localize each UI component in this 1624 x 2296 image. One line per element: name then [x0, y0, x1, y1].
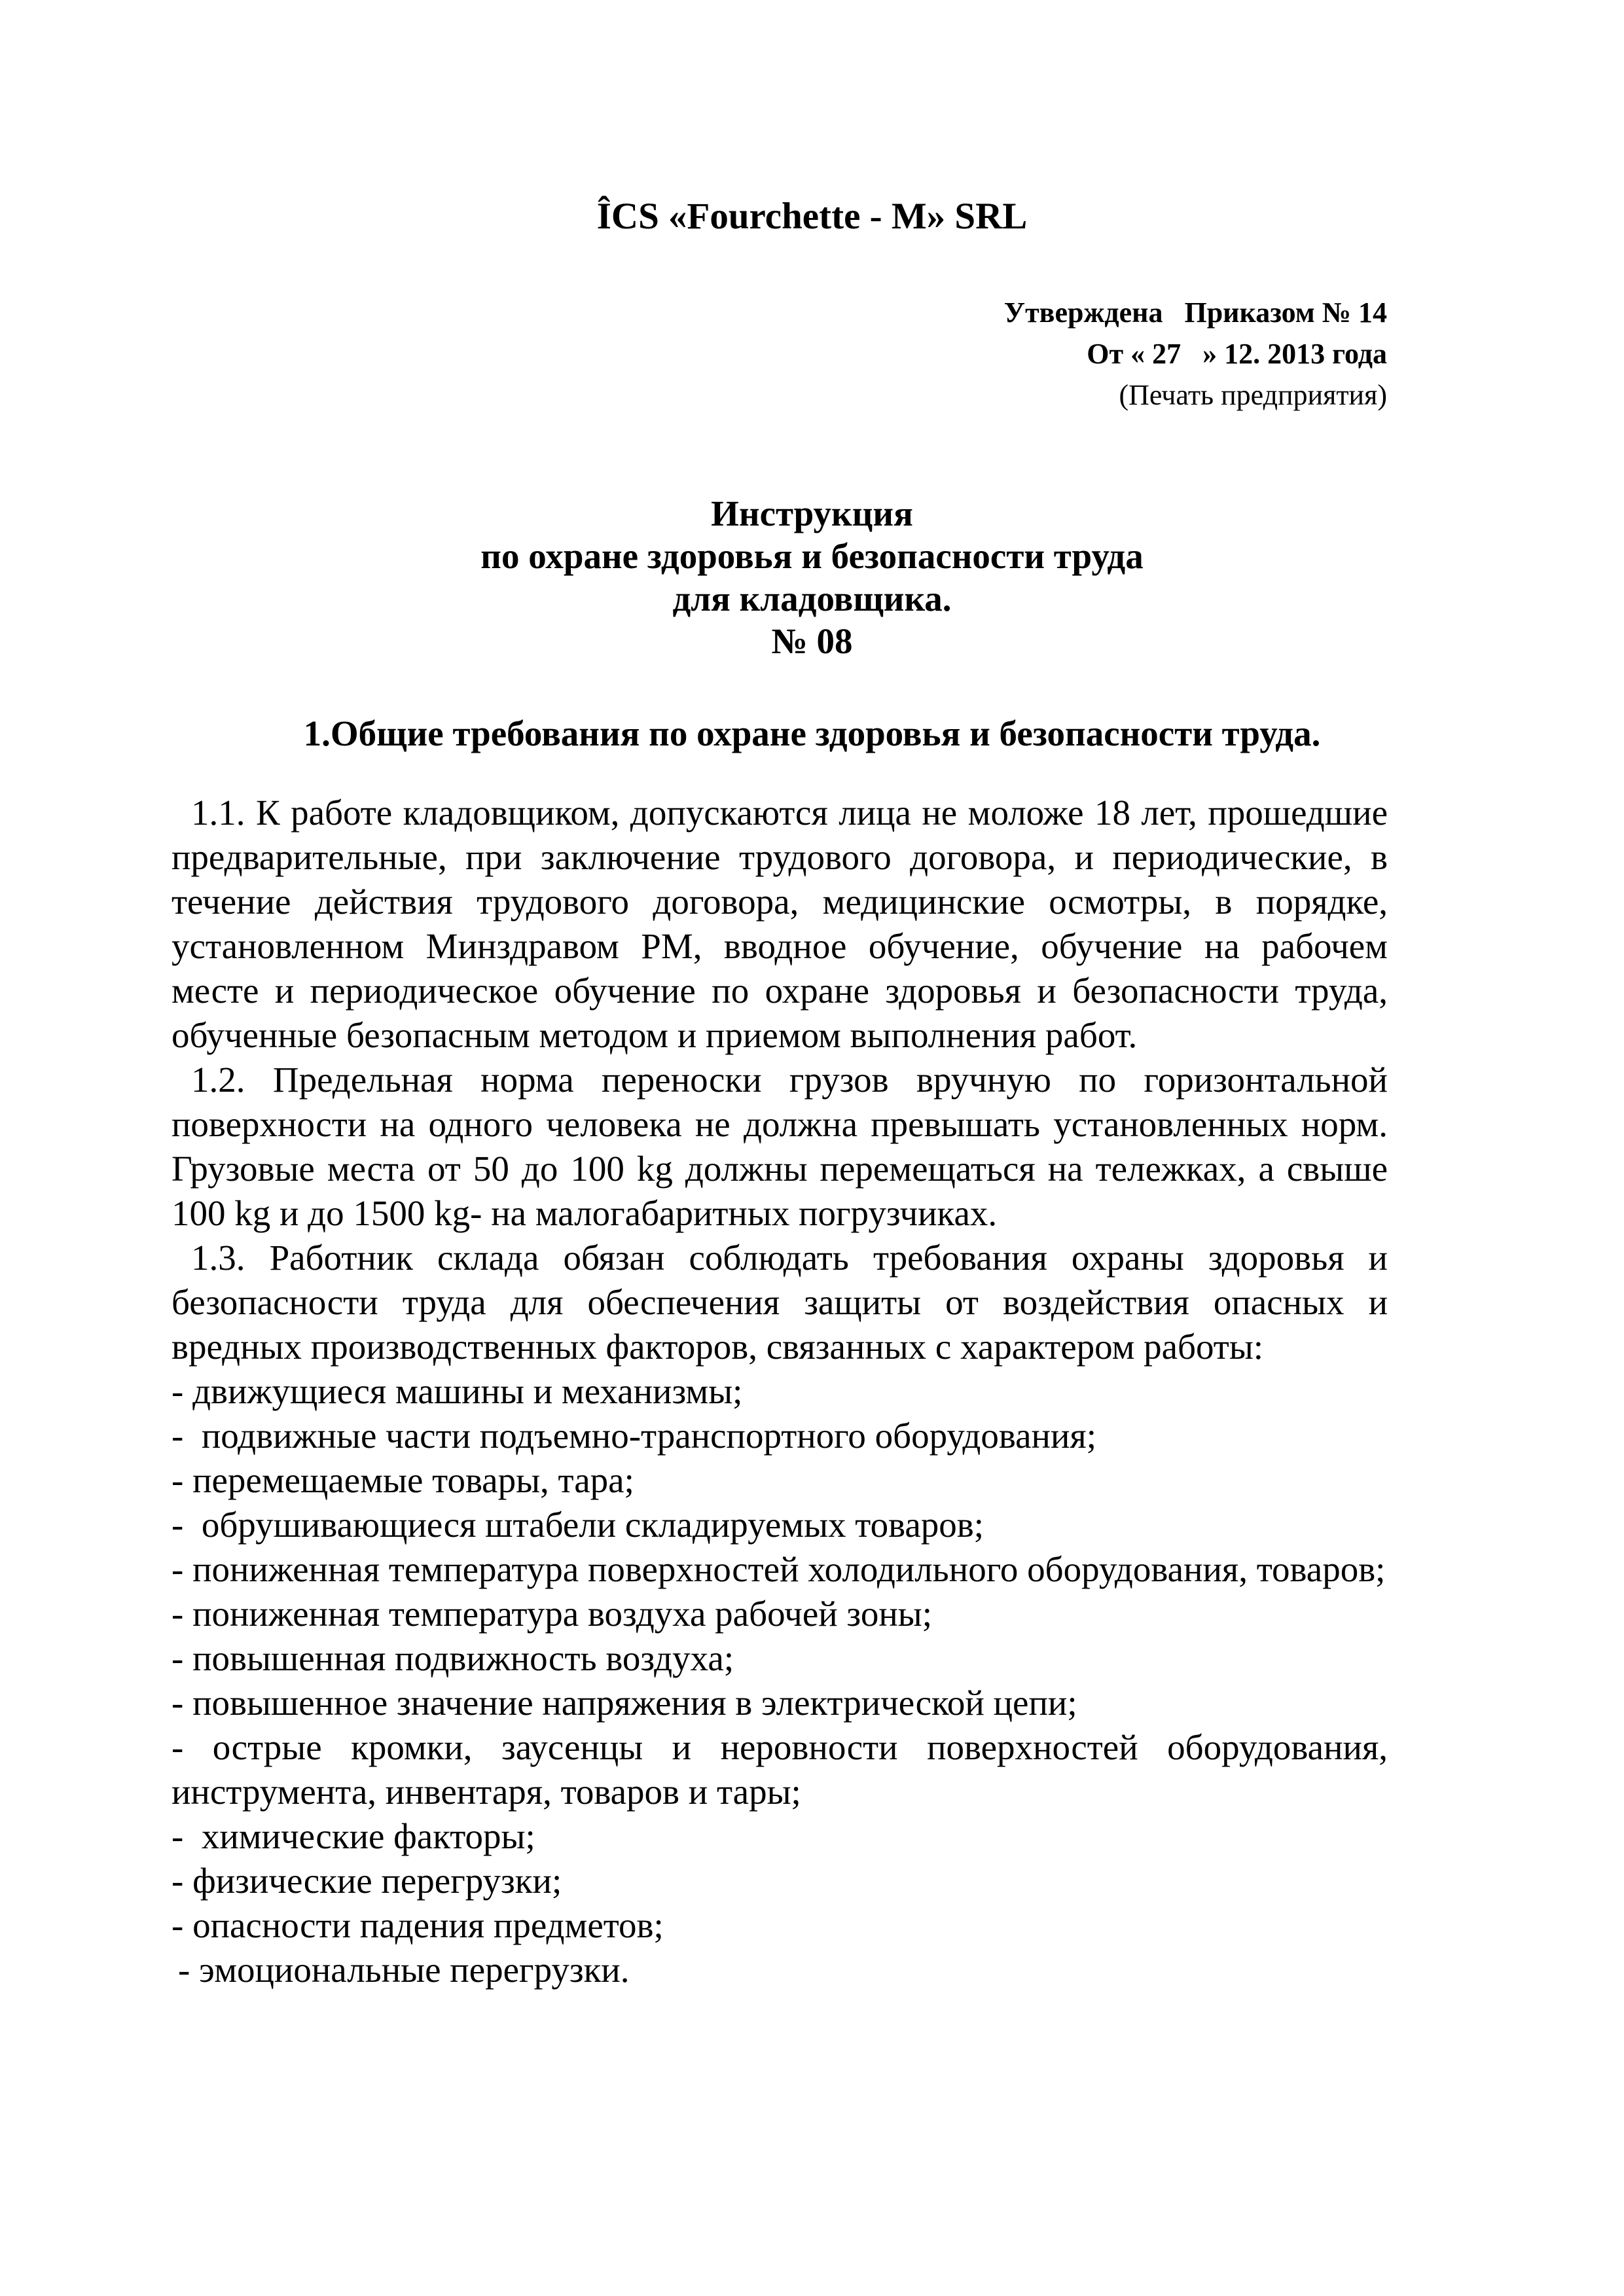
hazard-list-item: - повышенная подвижность воздуха; — [171, 1638, 734, 1678]
paragraph-1-1: 1.1. К работе кладовщиком, допускаются лица не моложе 18 лет, прошедшие предварительные, при заключение трудового договора, и периодические, в течение действия трудового договора, медицинские осмотры, в порядке, установленном Минздравом РМ, вводное обучение, обучение на рабочем месте и периодическое обучение по охране здоровья и безопасности труда, обученные безопасным методом и приемом выполнения работ. — [171, 793, 1388, 1055]
paragraph-1-3: 1.3. Работник склада обязан соблюдать требования охраны здоровья и безопасности труда для обеспечения защиты от воздействия опасных и вредных производственных факторов, связанных с характером работы: — [171, 1238, 1388, 1367]
hazard-list-item: - движущиеся машины и механизмы; — [171, 1371, 743, 1411]
hazard-list-item: - пониженная температура поверхностей холодильного оборудования, товаров; — [171, 1549, 1386, 1589]
hazard-list-item: - повышенное значение напряжения в электрической цепи; — [171, 1683, 1077, 1723]
company-name: ÎCS «Fourchette - M» SRL — [596, 196, 1028, 237]
hazard-list-item: - подвижные части подъемно-транспортного оборудования; — [171, 1416, 1097, 1456]
hazard-list — [171, 1369, 1397, 1992]
section-1-body — [171, 791, 1397, 1992]
hazard-list-item: - пониженная температура воздуха рабочей зоны; — [171, 1594, 932, 1634]
hazard-list-item: - физические перегрузки; — [171, 1861, 562, 1901]
paragraph-1-2: 1.2. Предельная норма переноски грузов вручную по горизонтальной поверхности на одного человека не должна превышать установленных норм. Грузовые места от 50 до 100 kg должны перемещаться на тележках, а свыше 100 kg и до 1500 kg- на малогабаритных погрузчиках. — [171, 1060, 1388, 1233]
approval-block — [1004, 292, 1387, 416]
section-1-heading: 1.Общие требования по охране здоровья и безопасности труда. — [303, 713, 1321, 753]
approval-order-line: Утверждена Приказом № 14 — [1003, 296, 1387, 329]
title-line-instruction: Инструкция — [711, 493, 913, 533]
title-line-position: для кладовщика. — [672, 579, 952, 619]
hazard-list-item: - обрушивающиеся штабели складируемых товаров; — [171, 1505, 984, 1545]
hazard-list-item: - эмоциональные перегрузки. — [178, 1950, 630, 1990]
hazard-list-item: - опасности падения предметов; — [171, 1905, 664, 1945]
hazard-list-item: - перемещаемые товары, тара; — [171, 1460, 634, 1500]
document-title — [0, 492, 1624, 662]
title-line-number: № 08 — [771, 621, 853, 661]
approval-date-line: От « 27 » 12. 2013 года — [1087, 338, 1387, 370]
title-line-subject: по охране здоровья и безопасности труда — [480, 536, 1144, 576]
hazard-list-item: - химические факторы; — [171, 1816, 535, 1856]
hazard-list-item: - острые кромки, заусенцы и неровности поверхностей оборудования, инструмента, инвентаря, товаров и тары; — [171, 1727, 1397, 1812]
approval-seal-note: (Печать предприятия) — [1119, 379, 1387, 411]
